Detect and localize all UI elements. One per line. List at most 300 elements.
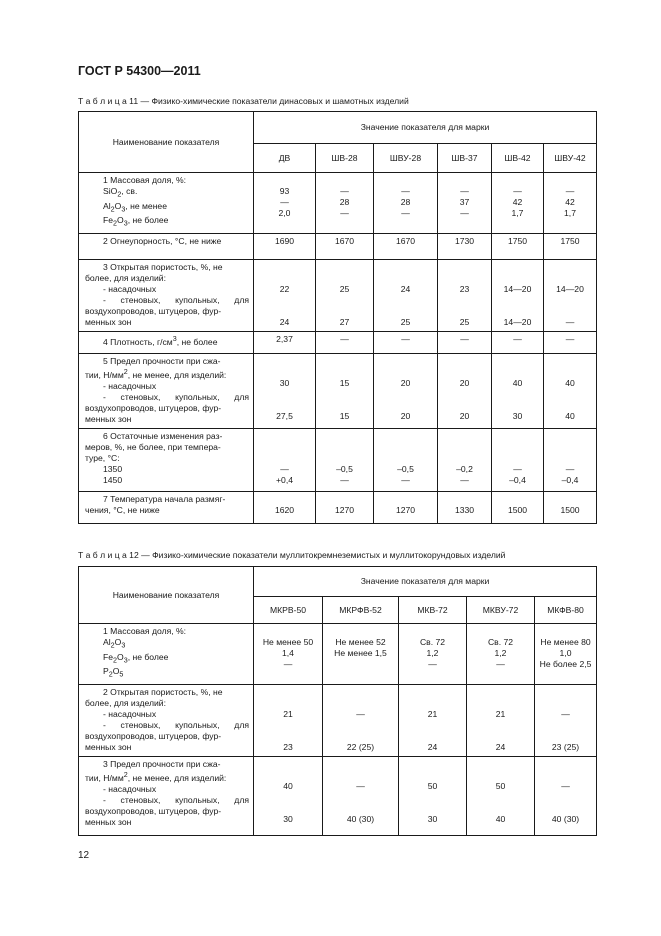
value-line	[439, 273, 490, 284]
indicator-name-line: - насадочных	[103, 784, 157, 795]
value-line: 25	[339, 284, 350, 295]
column-header-шв-37: ШВ-37	[438, 144, 492, 173]
value-line	[255, 698, 321, 709]
value-cell	[544, 492, 597, 524]
value-line: 40 (30)	[346, 814, 375, 825]
value-line	[545, 389, 595, 400]
value-line	[375, 175, 436, 186]
indicator-name-line: 7 Температура начала размяг-	[103, 494, 226, 505]
value-line: —	[460, 186, 469, 196]
indicator-name-line: чения, °С, не ниже	[85, 505, 160, 516]
column-header-мкрв-50: МКРВ-50	[254, 597, 323, 624]
value-line	[375, 431, 436, 442]
value-line	[545, 453, 595, 464]
value-cell	[254, 234, 316, 260]
value-line: –0,5	[397, 464, 414, 475]
value-line	[545, 262, 595, 273]
value-line: 20	[400, 378, 411, 389]
value-line: Не менее 50	[262, 637, 314, 647]
value-cell	[544, 234, 597, 260]
value-cell	[544, 173, 597, 234]
value-line: 40	[283, 781, 293, 792]
indicator-name-line: - насадочных	[103, 381, 157, 392]
value-line	[375, 273, 436, 284]
column-header-шв-42: ШВ-42	[492, 144, 544, 173]
value-line	[536, 803, 595, 814]
value-line: 1670	[334, 236, 355, 247]
value-line: 1,0	[559, 648, 572, 658]
column-header-мкрфв-52: МКРФВ-52	[323, 597, 399, 624]
value-line: —	[460, 208, 469, 218]
indicator-name-line: менных зон	[85, 317, 132, 328]
value-line: Не менее 52	[335, 637, 386, 647]
indicator-name-line: $Fe_2O_3$, не более	[103, 651, 169, 665]
value-line	[545, 295, 595, 306]
value-line	[317, 262, 372, 273]
value-cell	[544, 260, 597, 332]
value-line	[545, 442, 595, 453]
page-number: 12	[78, 850, 90, 861]
value-line	[400, 759, 465, 770]
indicator-name-cell	[79, 492, 254, 524]
value-line: 1,2	[426, 648, 439, 658]
indicator-name-cell	[79, 354, 254, 429]
value-line	[375, 356, 436, 367]
value-line	[439, 262, 490, 273]
value-line: 30	[279, 378, 290, 389]
indicator-name-line: $Al_2O_3$, не менее	[103, 200, 167, 214]
value-cell	[254, 757, 323, 836]
value-line	[545, 273, 595, 284]
table-12	[78, 566, 597, 836]
value-line	[493, 306, 542, 317]
value-line	[375, 262, 436, 273]
table-row	[79, 173, 597, 234]
value-line: —	[280, 464, 289, 475]
value-line	[324, 698, 397, 709]
indicator-name-cell	[79, 624, 254, 685]
value-line: 24	[495, 742, 506, 753]
value-cell	[254, 492, 316, 524]
indicator-name-line: 4 Плотность, $г/см^3$, не более	[103, 335, 218, 348]
value-cell	[254, 685, 323, 757]
value-line: Не менее 80	[540, 637, 591, 647]
value-line: Не более 2,5	[539, 659, 592, 669]
value-line	[317, 400, 372, 411]
value-cell	[535, 757, 597, 836]
value-line: —	[460, 475, 469, 486]
value-line	[255, 400, 314, 411]
indicator-name-line: менных зон	[85, 742, 132, 753]
value-line	[493, 453, 542, 464]
value-line	[317, 453, 372, 464]
value-line	[493, 273, 542, 284]
value-line	[255, 389, 314, 400]
indicator-name-line: тии, $Н/мм^2$, не менее, для изделий:	[85, 368, 227, 381]
indicator-name-cell	[79, 234, 254, 260]
value-line: —	[340, 186, 349, 196]
value-line: 1750	[560, 236, 580, 247]
value-line	[324, 803, 397, 814]
value-line: —	[401, 475, 410, 486]
value-cell	[316, 260, 374, 332]
value-line: 1330	[454, 505, 475, 516]
value-line	[255, 720, 321, 731]
value-cell	[438, 492, 492, 524]
value-cell	[438, 332, 492, 354]
column-header-мкфв-80: МКФВ-80	[535, 597, 597, 624]
value-line: 27	[339, 317, 350, 328]
value-line	[375, 400, 436, 411]
value-line: —	[565, 334, 575, 345]
value-line: 1670	[395, 236, 416, 247]
value-line: 1750	[507, 236, 528, 247]
value-line	[400, 803, 465, 814]
value-line	[255, 431, 314, 442]
value-line	[255, 273, 314, 284]
value-line: 2,0	[278, 208, 291, 218]
value-line: —	[280, 197, 289, 207]
value-line: 42	[512, 197, 523, 207]
value-line: —	[356, 781, 365, 792]
indicator-name-line: 5 Предел прочности при сжа-	[103, 356, 221, 367]
value-line: —	[565, 317, 575, 328]
value-cell	[254, 260, 316, 332]
value-cell	[374, 260, 438, 332]
value-line: —	[428, 659, 437, 669]
indicator-name-line: 3 Предел прочности при сжа-	[103, 759, 221, 770]
indicator-name-line: менных зон	[85, 414, 132, 425]
indicator-name-cell	[79, 260, 254, 332]
value-line	[545, 367, 595, 378]
value-line: 30	[283, 814, 293, 825]
value-line	[317, 273, 372, 284]
value-line	[468, 803, 533, 814]
value-line	[375, 389, 436, 400]
column-header-мкву-72: МКВУ-72	[467, 597, 535, 624]
value-line: 25	[400, 317, 411, 328]
value-line: 40	[565, 411, 575, 422]
value-line	[536, 731, 595, 742]
value-line	[255, 687, 321, 698]
value-line: —	[565, 186, 575, 196]
value-line: 93	[279, 186, 290, 196]
value-line: 1270	[395, 505, 416, 516]
value-line	[468, 770, 533, 781]
indicator-name-line: - насадочных	[103, 284, 157, 295]
header-indicator-name: Наименование показателя	[79, 567, 254, 624]
column-header-мкв-72: МКВ-72	[399, 597, 467, 624]
value-line	[324, 659, 397, 670]
value-line	[255, 770, 321, 781]
value-line: —	[340, 208, 349, 218]
value-line: 24	[427, 742, 438, 753]
value-cell	[254, 429, 316, 492]
value-cell	[323, 624, 399, 685]
value-line	[493, 367, 542, 378]
value-cell	[399, 624, 467, 685]
indicator-name-cell	[79, 757, 254, 836]
value-line	[324, 731, 397, 742]
value-line: 28	[400, 197, 411, 207]
value-cell	[544, 429, 597, 492]
table-11-caption: Т а б л и ц а 11 — Физико-химические показатели динасовых и шамотных изделий	[78, 96, 409, 106]
value-line	[255, 803, 321, 814]
value-line	[536, 792, 595, 803]
value-line	[255, 731, 321, 742]
value-cell	[492, 234, 544, 260]
value-line	[536, 759, 595, 770]
value-line	[324, 770, 397, 781]
value-line: —	[565, 464, 575, 475]
value-line: Св. 72	[487, 637, 514, 647]
value-cell	[374, 354, 438, 429]
value-line: —	[401, 208, 410, 218]
indicator-name-line: более, для изделий:	[85, 698, 166, 709]
value-cell	[544, 332, 597, 354]
value-line	[545, 175, 595, 186]
value-cell	[399, 757, 467, 836]
value-line	[439, 306, 490, 317]
value-line: 1500	[507, 505, 528, 516]
value-line	[439, 400, 490, 411]
table-row	[79, 260, 597, 332]
indicator-name-cell	[79, 173, 254, 234]
table-row	[79, 757, 597, 836]
value-line	[439, 367, 490, 378]
value-line: 27,5	[276, 411, 293, 422]
value-cell	[323, 757, 399, 836]
value-cell	[467, 624, 535, 685]
indicator-name-line: 1 Массовая доля, %:	[103, 626, 187, 636]
value-line: —	[356, 709, 365, 720]
value-line	[375, 494, 436, 505]
value-line	[545, 431, 595, 442]
indicator-name-cell	[79, 332, 254, 354]
value-line	[375, 367, 436, 378]
value-line	[400, 731, 465, 742]
value-line	[375, 306, 436, 317]
value-line: 14—20	[503, 284, 532, 295]
value-line	[439, 453, 490, 464]
indicator-name-line: - насадочных	[103, 709, 157, 720]
value-line	[545, 494, 595, 505]
value-line: —	[340, 334, 349, 345]
value-cell	[254, 624, 323, 685]
value-cell	[438, 354, 492, 429]
indicator-name-line: - стеновых, купольных, для	[103, 720, 249, 731]
value-line	[545, 356, 595, 367]
indicator-name-line: менных зон	[85, 817, 132, 828]
value-line: 42	[565, 197, 575, 207]
value-line: 1,7	[564, 208, 576, 218]
value-line	[400, 720, 465, 731]
value-cell	[492, 354, 544, 429]
indicator-name-line: $Al_2O_3$	[103, 637, 126, 650]
value-line: 50	[495, 781, 506, 792]
value-line	[255, 442, 314, 453]
value-cell	[374, 429, 438, 492]
value-cell	[492, 429, 544, 492]
value-line	[255, 356, 314, 367]
value-line: 23 (25)	[551, 742, 580, 753]
value-line	[255, 306, 314, 317]
table-row	[79, 429, 597, 492]
value-line: 14—20	[503, 317, 532, 328]
value-line: —	[561, 709, 570, 720]
value-line	[493, 295, 542, 306]
column-header-шву-42: ШВУ-42	[544, 144, 597, 173]
indicator-name-line: 2 Открытая пористость, %, не	[103, 687, 223, 698]
value-line	[439, 295, 490, 306]
value-line: 25	[459, 317, 470, 328]
value-line	[324, 687, 397, 698]
value-line	[317, 367, 372, 378]
value-line: 23	[283, 742, 293, 753]
value-line	[468, 792, 533, 803]
value-line: 40 (30)	[551, 814, 580, 825]
value-line: —	[561, 781, 570, 792]
value-line: 1730	[454, 236, 475, 247]
table-12-caption: Т а б л и ц а 12 — Физико-химические показатели муллитокремнеземистых и муллитокорундовых изделий	[78, 550, 506, 560]
value-cell	[374, 234, 438, 260]
indicator-name-line: 1450	[103, 475, 123, 486]
value-line	[317, 442, 372, 453]
value-line: 1690	[274, 236, 295, 247]
value-line	[468, 687, 533, 698]
document-title: ГОСТ Р 54300—2011	[78, 64, 201, 78]
value-line	[468, 731, 533, 742]
value-cell	[438, 260, 492, 332]
value-cell	[544, 354, 597, 429]
value-line	[255, 453, 314, 464]
value-cell	[316, 354, 374, 429]
value-line	[493, 175, 542, 186]
value-line	[255, 367, 314, 378]
value-line	[324, 720, 397, 731]
value-line	[468, 759, 533, 770]
value-cell	[438, 429, 492, 492]
value-line	[400, 687, 465, 698]
value-line: 50	[427, 781, 438, 792]
value-line	[400, 626, 465, 637]
indicator-name-line: 1 Массовая доля, %:	[103, 175, 187, 185]
value-line	[439, 356, 490, 367]
value-cell	[438, 173, 492, 234]
value-line: 30	[512, 411, 523, 422]
indicator-name-line: туре, °С:	[85, 453, 120, 464]
value-line: —	[513, 464, 522, 475]
value-line: 20	[400, 411, 411, 422]
value-line	[493, 400, 542, 411]
value-line: —	[401, 334, 410, 345]
header-grade-group: Значение показателя для марки	[254, 112, 597, 144]
value-line	[536, 687, 595, 698]
table-row	[79, 492, 597, 524]
indicator-name-line: 3 Открытая пористость, %, не	[103, 262, 223, 273]
value-line	[536, 720, 595, 731]
value-line	[468, 626, 533, 637]
indicator-name-cell	[79, 429, 254, 492]
value-line	[493, 494, 542, 505]
indicator-name-line: 2 Огнеупорность, °С, не ниже	[103, 236, 222, 247]
value-line: 22	[279, 284, 290, 295]
value-cell	[535, 624, 597, 685]
table-row	[79, 234, 597, 260]
indicator-name-line: воздухопроводов, штуцеров, фур-	[85, 806, 222, 817]
value-line: 15	[339, 411, 350, 422]
value-line	[468, 720, 533, 731]
value-line	[536, 698, 595, 709]
value-line	[375, 453, 436, 464]
indicator-name-line: тии, $Н/мм^2$, не менее, для изделий:	[85, 771, 227, 784]
value-line	[439, 442, 490, 453]
value-cell	[438, 234, 492, 260]
value-line	[536, 770, 595, 781]
value-line: 20	[459, 378, 470, 389]
value-line	[545, 306, 595, 317]
indicator-name-cell	[79, 685, 254, 757]
indicator-name-line: воздухопроводов, штуцеров, фур-	[85, 403, 222, 414]
value-line: 1270	[334, 505, 355, 516]
value-cell	[316, 332, 374, 354]
value-line	[439, 175, 490, 186]
indicator-name-line: воздухопроводов, штуцеров, фур-	[85, 731, 222, 742]
value-line: —	[513, 334, 522, 345]
indicator-name-line: $P_2O_5$	[103, 666, 124, 680]
value-line	[324, 792, 397, 803]
value-line	[324, 626, 397, 637]
value-line: 15	[339, 378, 350, 389]
value-cell	[374, 332, 438, 354]
value-line	[493, 431, 542, 442]
table-row	[79, 332, 597, 354]
value-cell	[254, 332, 316, 354]
value-line: —	[460, 334, 469, 345]
value-line	[317, 175, 372, 186]
value-line: 2,37	[276, 334, 293, 345]
value-line	[255, 175, 314, 186]
value-line: 37	[459, 197, 470, 207]
value-line	[545, 400, 595, 411]
value-line	[400, 698, 465, 709]
value-line	[375, 442, 436, 453]
value-line: 30	[427, 814, 438, 825]
value-line	[317, 431, 372, 442]
value-line: 1,4	[282, 648, 294, 658]
value-cell	[492, 260, 544, 332]
value-line	[255, 494, 314, 505]
indicator-name-line: - стеновых, купольных, для	[103, 795, 249, 806]
value-cell	[399, 685, 467, 757]
value-cell	[535, 685, 597, 757]
value-line	[493, 262, 542, 273]
value-line	[317, 356, 372, 367]
value-line: —	[401, 186, 410, 196]
value-line: –0,5	[336, 464, 353, 475]
value-line: 40	[495, 814, 506, 825]
column-header-шв-28: ШВ-28	[316, 144, 374, 173]
value-line: —	[340, 475, 349, 486]
value-line	[375, 295, 436, 306]
value-cell	[316, 173, 374, 234]
value-line: 21	[283, 709, 293, 720]
header-grade-group: Значение показателя для марки	[254, 567, 597, 597]
value-line: 1,7	[511, 208, 524, 218]
value-line	[317, 306, 372, 317]
value-line	[493, 442, 542, 453]
value-cell	[316, 234, 374, 260]
